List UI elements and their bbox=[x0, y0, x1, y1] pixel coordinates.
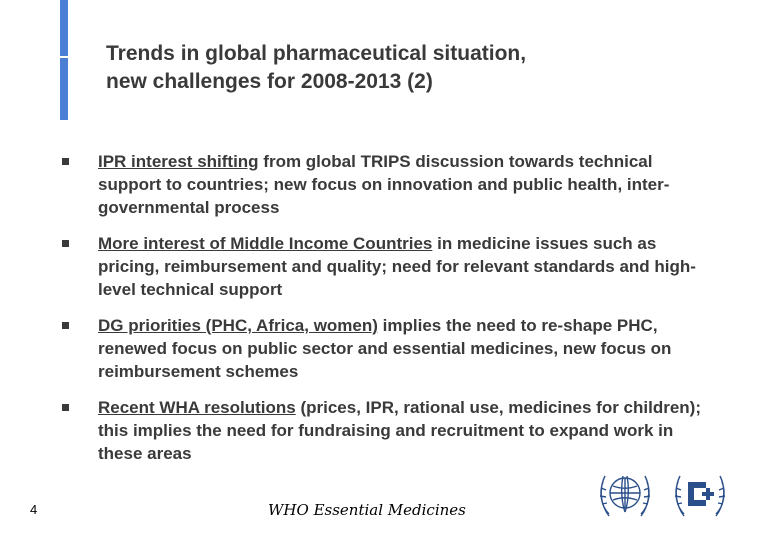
accent-bar-top bbox=[60, 0, 68, 56]
bullet-text: in medicine issues such as pricing, reimbursement and quality; need for relevant standards and high-level technical support bbox=[98, 234, 696, 299]
bullet-lead: DG priorities (PHC, Africa, women) bbox=[98, 316, 378, 335]
bullet-lead: More interest of Middle Income Countries bbox=[98, 234, 433, 253]
bullet-list bbox=[62, 150, 712, 478]
bullet-text: implies the need to re-shape PHC, renewed focus on public sector and essential medicines, new focus on reimbursement schemes bbox=[98, 316, 672, 381]
bullet-lead: IPR interest shifting bbox=[98, 152, 259, 171]
accent-bar-bottom bbox=[60, 58, 68, 120]
slide-title-line-1: Trends in global pharmaceutical situation, bbox=[106, 42, 527, 65]
bullet-text: (prices, IPR, rational use, medicines for children); this implies the need for fundraising and recruitment to expand work in these areas bbox=[98, 398, 702, 463]
page-number: 4 bbox=[30, 502, 38, 517]
bullet-item bbox=[62, 396, 712, 465]
who-emblem-icon bbox=[593, 462, 657, 526]
bullet-text: from global TRIPS discussion towards technical support to countries; new focus on innovation and public health, inter-governmental process bbox=[98, 152, 670, 217]
bullet-item bbox=[62, 150, 712, 219]
slide-title-line-2: new challenges for 2008-2013 (2) bbox=[106, 70, 433, 93]
essential-medicines-logo-icon bbox=[668, 462, 732, 526]
bullet-item bbox=[62, 314, 712, 383]
bullet-marker-icon bbox=[62, 404, 69, 411]
bullet-marker-icon bbox=[62, 158, 69, 165]
bullet-item bbox=[62, 232, 712, 301]
footer-text: WHO Essential Medicines bbox=[268, 501, 466, 519]
bullet-lead: Recent WHA resolutions bbox=[98, 398, 296, 417]
bullet-marker-icon bbox=[62, 240, 69, 247]
slide-title bbox=[106, 40, 666, 96]
bullet-marker-icon bbox=[62, 322, 69, 329]
